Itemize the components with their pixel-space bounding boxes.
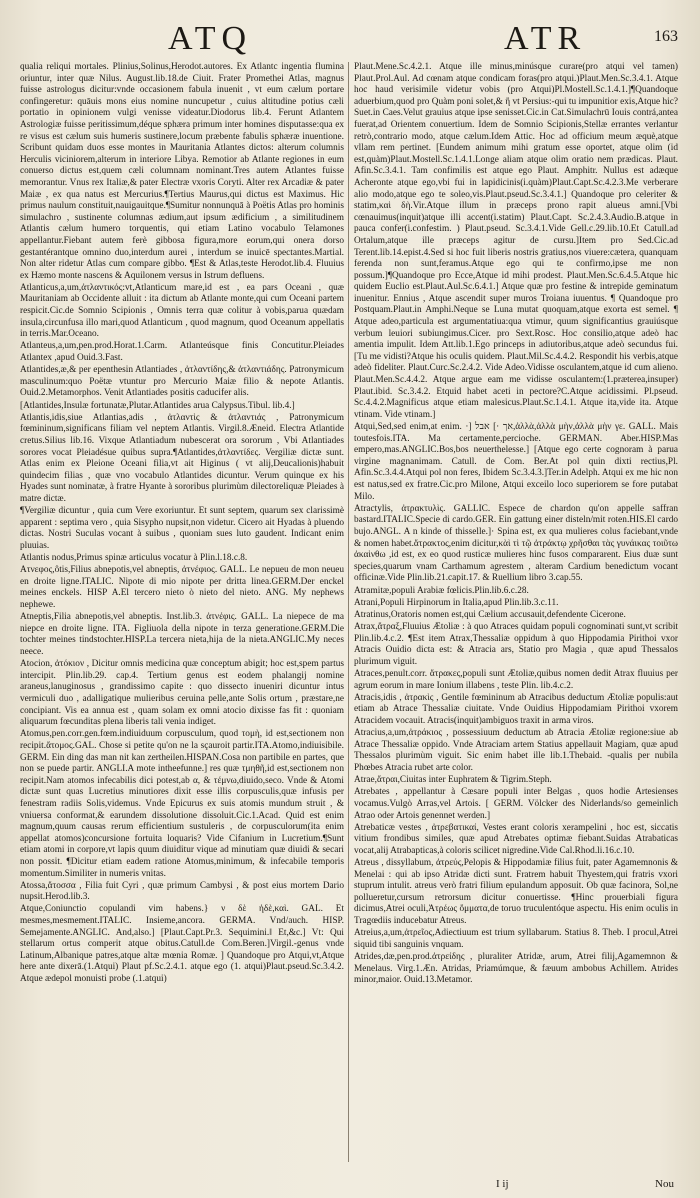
column-divider	[348, 62, 349, 1162]
entry-atnepos: Ατνεφος,ôtis,Filius abnepotis,vel abneptis, ἀτνέφιος. GALL. Le nepueu de mon neueu en droite ligne.ITALIC. Nipote di mio nipote per dritta linea.GERM.Der enckel meines enckels. HISP A.El tercero nieto ò nieto del nieto. ANG. My nephews nephewe.	[20, 565, 344, 611]
right-column	[354, 62, 678, 1168]
entry-atque: Atque,Coniunctio copulandi vim habens.} ν δὲ ἠδὲ,καὶ. GAL. Et mesmes,mesmement.ITALIC. Insieme,ancora. GERMA. Vnd/auch. HISP. Semejamente.ANGLIC. And,also.] [Plaut.Capt.Pr.3. Sequimini.ǁ Et,&c.] Vt: Qui stellarum ortus comperit atque obitus.Catull.de Com.Beren.]Virgil.-genus vnde Latinum,Albanique patres,atque altæ mœnia Romæ. ] Quandoque pro Atqui,vt,Atque here ante dixerā.(1.Atqui) Plaut pf.Sc.2.4.1. atque ego (1. atqui)Plaut.pseud.Sc.3.4.2. Atque ædepol monuisti probe (.1.atqui)	[20, 904, 344, 985]
entry-atrani: Atrani,Populi Hirpinorum in Italia,apud Plin.lib.3.c.11.	[354, 597, 559, 608]
running-head-left: ATQ	[168, 20, 253, 57]
entry-atlas-continued: qualia reliqui mortales. Plinius,Solinus,Herodot.autores. Ex Atlantc ingentia flumina oriuntur, inter quæ Nilus. August.lib.18.de Ciuit. Frater Promethei Atlas, magnus fuisse astrologus dicitur:vnde occasionem fabula inuenit , vt eum cælum portare confingeretur: quāuis mons eius nomine nuncupetur , cuius altitudine potius cæli portatio in opinionem vulgi venisse videatur.Diodorus lib.4. Ferunt Atlantem Astrologiæ fuisse peritissimum,déque sphæra primum inter homines disputasse:qua ex re visus est cælum suis humeris sustinere,locum præbente fabulis sphæræ inuentione. Scribunt quidam duos esse montes in Mauritania Atlantes dictos: alterum columnis Herculis viciniorem,alterum in interiore Libya. Remotior ab Atlante regiones in eum conuerso dictus est,quem cæli columnam nominant.Tres autem Atlantes fuisse memorantur. Vnus rex Italiæ,& pater Electræ vxoris Coryti. Alter rex Arcadiæ & pater Maiæ , ex qua natus est Mercurius.¶Tertius Maurus,qui dictus est Maximus. Hic primus naulum constituit,nauigauitque.¶Sumitur nonnunquā à Poëtis Atlas pro hominis simulachro , sustinente columnas ædium,aut ipsum ædificium , a similitudinem Atlantis cælum humero torquentis, qui etiam Latino vocabulo Telamones appellantur.Fiebant autem ferè gibbosa figura,more eorum,qui onera dorso gestantérantque omnino duo,interdum aurei , interdum se inuicē spectantes.Martial. Non alter ridetur Atlas cum compare gibbo. ¶Est & Atlas,teste Herodot.lib.4. Fluuius ex Hæmo monte nascens & Aquilonem versus in Istrum defluens.	[20, 62, 344, 281]
entry-vergiliae: ¶Vergiliæ dicuntur , quia cum Vere exoriuntur. Et sunt septem, quarum sex clarissimè apparent : septima vero , quia Sisypho nupsit,non videtur. Cicero ait Hyadas à pluendo dictas. Nostri Suculas vocant à suibus , quoniam sues luto gaudent. Indicant enim pluuias.	[20, 506, 344, 551]
entry-atomus: Atomus,pen.corr.gen.fœm.indiuiduum corpusculum, quod τομὴ, id est,sectionem non recipit.ἄτομος.GAL. Chose si petite qu'on ne la sçauroit partir.ITA.Atomo,indiuisibile. GERM. Ein ding das man nit kan zertheilen.HISPAN.Cosa non partibile en partes, que non se puede partir. ANGLI.A mote intheefunne.] res quæ τμηθῆ,id est,sectionem non recipit.Nam atomos infecabilis dici potest,ab α, & τέμνω,diuido,seco. Vnde & Atomi dictæ sunt quas Lucretius minutiores dixit esse illis corpusculis,quæ infusis per fenestram radiis Solis,videmus. Vnde Epicurus ex suis atomis mundum struit , & vniuersa conformat,& earundem dissolutione dissoluit.Cic.1.Acad. Quid est enim magnum,quum causas rerum efficientium sustuleris , de corpusculorum(ita enim appellat atomos)concursione fortuita loquaris? Vide Cifanium in Lucretium.¶Sunt etiam atomi in corpore,vt lapis quum diuiditur vique ad minutiam quæ diuidi & secari non possit. ¶Dicitur etiam eadem ratione Atomus,minimum, & infecabile temporis momentum.Similiter in numeris vnitas.	[20, 729, 344, 879]
entry-atrides: Atrides,dæ,pen.prod.ἀτρείδης , pluraliter Atridæ, arum, Atrei filij,Agamemnon & Menelaus. Virg.1.Æn. Atridas, Priamúmque, & fæuum ambobus Achillem. Atrides minor,maior. Ouid.13.Metamor.	[354, 952, 678, 986]
entry-atlantides-masc: Atlantides,æ,& per epenthesin Atlantiades , ἀτλαντίδης,& ἀτλαντιάδης. Patronymicum masculinum:quo Poëtæ vtuntur pro Mercurio Maiæ filio & nepote Atlantis. Ouid.2.Metamorphos. Venit Atlantiades positis caducifer alis.	[20, 365, 344, 399]
entry-atreus: Atreus , dissyllabum, ἀτρεύς,Pelopis & Hippodamiæ filius fuit, pater Agamemnonis & Menelai : qui ab ipso Atridæ dicti sunt. Fratrem habuit Thyestem,qui fratris vxori stuprum intulit. atreus verò fratri filium epulandum apposuit. Ob quæ facinora, Sol,ne pollueretur,cursum retrorsum dicitur conuertisse. ¶Hinc prouerbiali figura dicimus,Atrei oculi,Ἀτρέως ὄμματα,de toruo truculentóque aspectu. His enim oculis in Tragœdiis inducebatur Atreus.	[354, 858, 678, 927]
entry-atrebaticae-vestes: Atrebaticæ vestes , ἀτρεβατικαί, Vestes erant coloris xerampelini , hoc est, siccatis vitium frondibus similes, quæ apud Atrebates optimæ fiebant.Suidas Atrabaticas vocat,alij Atrabapticas,à coloris scilicet nigredine.Vide Cal.Rhod.li.16.c.10.	[354, 822, 678, 856]
entry-atratinus: Atratinus,Oratoris nomen est,qui Cælium accusauit,defendente Cicerone.	[354, 609, 626, 620]
entry-atlantis: Atlantis,idis,siue Atlantias,adis , ἀτλαντὶς & ἀτλαντιάς , Patronymicum fœmininum,significans filiam vel neptem Atlantis. Virgil.8.Æneid. Electra Atlantide cretus.Silius lib.16. Vixque Atlantiadum nubescerat ora sororum , Vbi Atlantiades sorores vocat Pleiadésue quibus supra.¶Atlantides,ἀτλαντίδες. Vergiliæ dictæ sunt. Atlas enim ex Pleione Oceani filia,vt ait Higinus ( vt alij,Deucalionis)habuit quindecim filias , quæ vno vocabulo Atlantides dicuntur. Verum quinque ex his Hyades sunt nominatæ, à fratre Hyante à sororibus plurimùm dilectoreliquæ Pleiades à matre dictæ.	[20, 412, 344, 504]
entry-atrae: Atrae,ἄτραι,Ciuitas inter Euphratem & Tigrim.Steph.	[354, 775, 552, 786]
signature-mark: I ij	[496, 1178, 509, 1190]
entry-atque-continued: Plaut.Mene.Sc.4.2.1. Atque ille minus,minúsque curare(pro atqui vel tamen) Plaut.Prol.Aul. Ad cœnam atque condicam foras(pro atqui.)Plaut.Men.Sc.3.4.1. Atque hoc haud verisimile videtur vobis (pro Atqui)Pl.Mostell.Sc.1.4.1.]¶Quandoque aduerbium,quod pro Quàm poni solet,& ἢ vt Persius:-qui tu impunitior exis,Atque hic? Suet.in Caes.Velut grauius atque ipse senisset.Cic.in Cat.Simulachrū Iouis contrá,antea fuerat,ad Orientem conuertium. Idem de Somnio Scipionis,Stellæ errantes verlantur retrò,contrario modo, atque cælum.Idem Attic. Hoc ad officium meum æquè,atque vllam rem pertinet. [Eundem animum mihi gratum esse oportet, atque olim (id est,quàm)Plaut.Mostell.Sc.1.4.1.Longe aliam atque olim oratio nem prædicas. Plaut. Afin.Sc.3.4.1. Tam confimilis est atque ego Plaut. Amphitr. Nullus est adæque Acheronte atque ego,vbi fui in lapidicinis(i.quàm)Plaut.Capt.Sc.4.2.3.Me verberare alio modo,atque ego te soleo,vis.Plaut.pseud.Sc.3.4.1.] Quandoque pro celeriter & statim,καὶ δὴ.Vir.Atque illum in præceps prono rapit alueus amni.[Vbi cœnauimus(inquit)atque illi accent(i.statim) Plaut.Capt. Sc.2.4.3.Audio.B.atque in pauca confer(i.confestim. ) Plaut.pseud. Sc.3.4.1.Vide Gell.c.29.lib.10.Et Catull.ad Ortalum,atque ille præceps agitur de cursu.]Item pro Sed.Cic.ad Terent.lib.14.epist.4.Sed si hoc fuit liberis nostris gratius,nos viuere:cætera, quanquam ferenda non sunt,feramus.Atque ego qui te confirmo,ipse me non possum.]¶Quandoque pro Ecce,Atque id mihi prodest. Plaut.Men.Sc.6.4.5.Atque hic quidem Euclio est.Plaut.Aul.Sc.6.4.1.] Atque quæ pro festine & intrepide geminatum inuenitur. Ennius , Atque ascendit super muros Troiana iuuentus. ¶ Quandoque pro Postquam.Plaut.in Amphi.Neque se Luna mutat quoquam,atque exorta est semel. ¶ Atque adeo,particula est argumentatiua:qua vtimur, quum significantius grauiúsque verbum leuiori subiungimus.Cicer. pro Sext.Rosc. Hoc consilio,atque adeò hac amentia impulit. Idem Att.lib.1.Ego princeps in adiutoribus,atque adeò secundus fui.[Tu me vidisti?Atque his oculis quidem. Plaut.Mil.Sc.4.4.2. Respondit his verbis,atque adeò fideliter. Plaut.Curc.Sc.2.4.2. Vide Adeo.Vidisse osculantem,atque id cum alieno. Plaut.Men.Sc.4.4.2. Atque argue eam me vidisse osculantem:(1.præterea,insuper) Plaut.ibid. Sc.3.4.2. Etquid habet aceti in pectore?C.Atque acidissimi. Pl.pseud. Sc.4.4.2.Magnificus atque etiam malesicus.Plaut.Sc.1.4.1. Atque ita,vide ita. Atque vtinam. Vide vtinam.]	[354, 62, 678, 420]
entry-atreius: Atreius,a,um,ἀτρεῖος,Adiectiuum est trium syllabarum. Statius 8. Theb. I procul,Atrei siquid tibi sanguinis vnquam.	[354, 928, 678, 950]
page-number: 163	[654, 28, 678, 45]
entry-atrax: Atrax,ἄτραξ,Fluuius Ætoliæ : à quo Atraces quidam populi cognominati sunt,vt scribit Plin.lib.4.c.2. ¶Est item Atrax,Thessaliæ oppidum à quo Hippodamia Pirithoi vxor Atracis Ouidio dicta est: & Atracia ars, Statio pro Magia , quæ apud Thessalos plurimum viguit.	[354, 622, 678, 667]
entry-atlantis-nodus: Atlantis nodus,Primus spinæ articulus vocatur à Plin.l.18.c.8.	[20, 553, 248, 564]
entry-atqui: Atqui,Sed,sed enim,at enim. ·] אך ·] אבל,ἀλλὰ,ἀλλὰ μὴν,ἀλλὰ μὴν γε. GALL. Mais toutesfois.ITA. Ma certamente,percioche. GERMAN. Aber.HISP.Mas empero,mas.ANGLIC.Bos,bos neuerthelesse.] [Atque ego certe cognoram à parua virgine magnanimam. Catull. de Com. Ber.At pol quin dixti rectius,Pl. Afin.Sc.3.4.4.Atqui pol non feres, Ibidem Sc.3.4.3.]Ter.in Adelph. Atqui ex me hic non est natus,sed ex fratre.Cic.pro Milone, Atqui exceilo loco superiorem se fore putabat Milo.	[354, 422, 678, 502]
running-head-right: ATR	[504, 20, 587, 57]
entry-atossa: Atossa,ἄτοσσα , Filia fuit Cyri , quæ primum Cambysi , & post eius mortem Dario nupsit.Herod.lib.3.	[20, 880, 344, 903]
entry-atramitae: Atramitæ,populi Arabiæ fœlicis.Plin.lib.6.c.28.	[354, 585, 529, 596]
page-footer	[20, 1170, 680, 1190]
entry-atlantides-insulae: [Atlantides,Insulæ fortunatæ,Plutar.Atlantides arua Calypsus.Tibul. lib.4.]	[20, 400, 295, 411]
entry-atlanticus: Atlanticus,a,um,ἀτλαντικός:vt,Atlanticum mare,id est , ea pars Oceani , quæ Mauritaniam ab Occidente alluit : ita dictum ab Atlante monte,qui cum Oceani partem respicit.Cic.de Somnio Scipionis , Omnis terra quæ colitur à vobis,parua quædam insula,circunfusa illo mari,quod Atlanticum , quod magnum, quod Oceanum appellatis in terris.Mar.Oceano.	[20, 282, 344, 340]
entry-atneptis: Atneptis,Filia abnepotis,vel abneptis. Inst.lib.3. ἀτνέφις. GALL. La niepece de ma niepce en droite ligne. ITA. Figliuola della nipote in terza generatione.GERM.Die tochter meines tindstochter.HISP.La tercera nieta,hija de la nieta.ANGLIC.My neces neece.	[20, 612, 344, 658]
entry-atracius: Atracius,a,um,ἀτράκιος , possessiuum deductum ab Atracia Ætoliæ regione:siue ab Atrace Thessaliæ oppido. Vnde Atraciam artem Statius appellauit Magiam, quæ apud Thessalos plurimùm viguit. Sic enim habet ille lib.1.Thebaid. -qualis per nubila Phœbes Atracia rubet arte color.	[354, 728, 678, 773]
catchword: Nou	[655, 1178, 674, 1190]
entry-atocion: Atocion, ἀτόκιον , Dicitur omnis medicina quæ conceptum abigit; hoc est,spem partus intercipit. Plin.lib.29. cap.4. Tertium genus est eodem phalangij nomine araneus,lanuginosus , grandissimo capite : quo dissecto inueniri dicuntur intus vermiculi duo , adalligatique mulieribus ceruina pelle,ante Solis ortum , præstare,ne concipiant. Vis ea annua est , quam solam ex omni atocio dixisse fas fit : quoniam aliquarum fœcunditas plena liberis tali venia indiget.	[20, 659, 344, 728]
entry-atracis: Atracis,idis , ἀτρακὶς , Gentile fœmininum ab Atracibus deductum Ætoliæ populis:aut etiam ab Atrace Thessaliæ ciuitate. Vnde Ouidius Hippodamiam Pirithoi vxorem Atracidem vocauit. Atracis(inquit)ambiguos traxit in arma viros.	[354, 692, 678, 726]
entry-atraces: Atraces,penult.corr. ἄτρακες,populi sunt Ætoliæ,quibus nomen dedit Atrax fluuius per agrum eorum in mare Ionium illabens , teste Plin. lib.4.c.2.	[354, 669, 678, 691]
entry-atrebates: Atrebates , appellantur à Cæsare populi inter Belgas , quos hodie Artesienses vocamus.Vulgò Arras,vel Artois. [ GERM. Völcker des Niderlands/so gemeinlich Atrao oder Artois genennet werden.]	[354, 787, 678, 821]
left-column	[20, 62, 344, 1168]
running-header	[18, 14, 682, 60]
entry-atractylis: Atractylis, ἀτρακτυλὶς. GALLIC. Espece de chardon qu'on appelle saffran bastard.ITALIC.Specie di cardo.GER. Ein gattung einer disteln/mit roten.HIS.El cardo bujo.ANGL. A n kinde of thisselle.]· Spina est, ex qua mulieres colus faciebant,vnde & nomen habet.ἄτρακτος,enim dicitur,κὰὶ τὶ τῷ ἀτράκτῳ χρῆσθαι τὰς γυνάικας τοιῦτω ἀκαὶνθω ,id est, ex eo quod rusticæ mulieres hinc fusos compararent. Eius duæ sunt species,quarum vnam Carthamum agrestem , alteram Cardium benedictum vocant officinæ.Vide Plin.lib.21.capit.17. & Ruellium libro 3.cap.55.	[354, 503, 678, 584]
entry-atlanteus: Atlanteus,a,um,pen.prod.Horat.1.Carm. Atlanteúsque finis Concutitur.Pleiades Atlantex ,apud Ouid.3.Fast.	[20, 341, 344, 364]
